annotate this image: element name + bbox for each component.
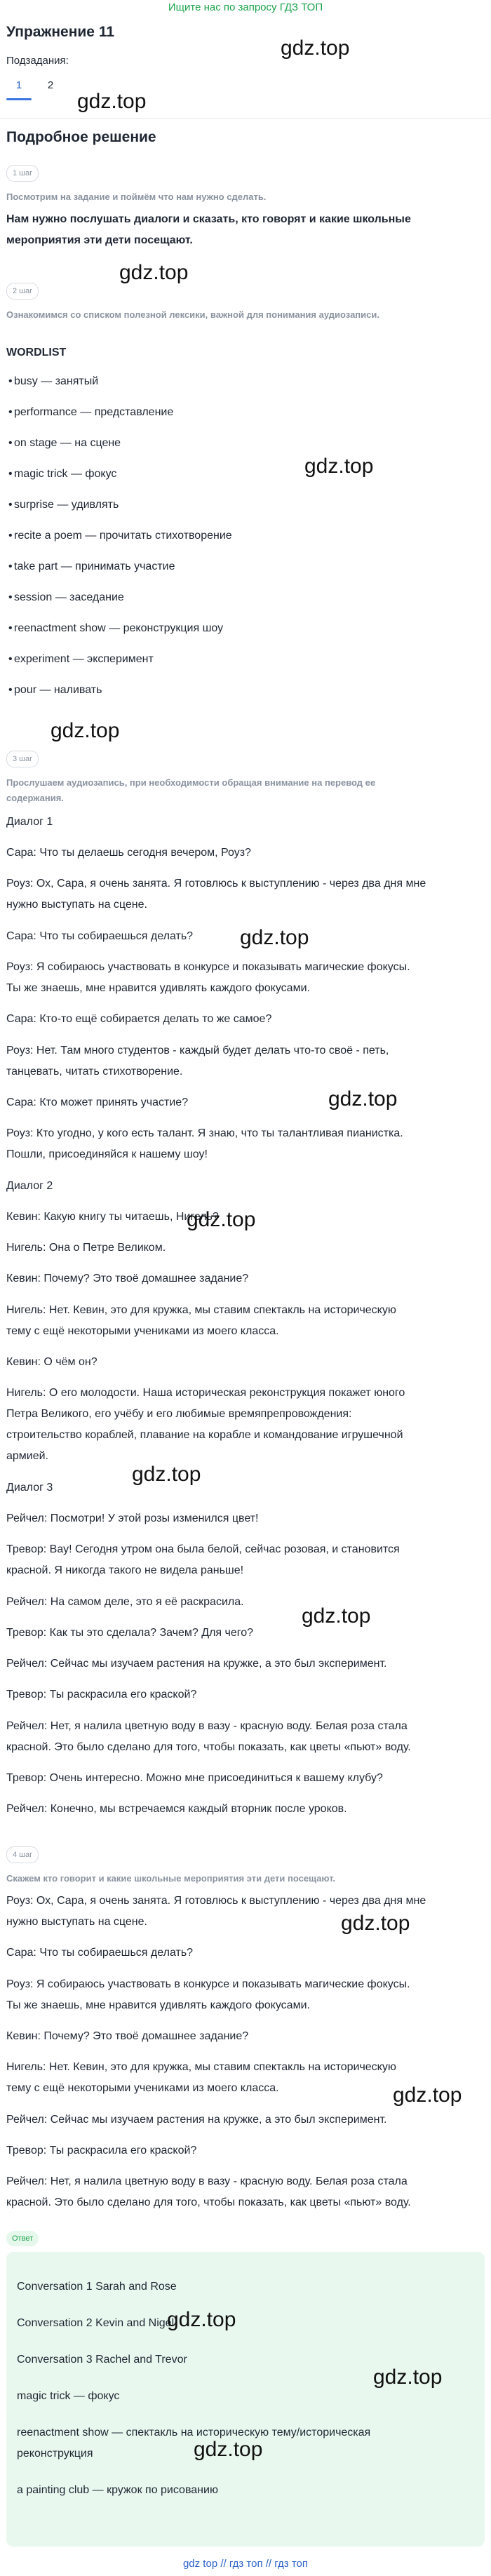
step-4-hint: Скажем кто говорит и какие школьные мероприятия эти дети посещают. xyxy=(6,1873,336,1884)
watermark: gdz.top xyxy=(373,2366,443,2389)
wordlist-item: • session — заседание xyxy=(14,590,124,605)
step-3-hint: содержания. xyxy=(6,793,64,803)
watermark: gdz.top xyxy=(51,719,120,742)
footer-links[interactable]: gdz top // гдз топ // гдз топ xyxy=(182,2558,309,2570)
step-2-hint: Ознакомимся со списком полезной лексики, важной для понимания аудиозаписи. xyxy=(6,309,379,320)
subtasks-label: Подзадания: xyxy=(6,55,69,67)
dialogue-heading: Диалог 2 xyxy=(6,1180,53,1192)
dialogue-line: Кевин: Какую книгу ты читаешь, Нигель? xyxy=(6,1211,219,1223)
wordlist-title: WORDLIST xyxy=(6,347,67,358)
dialogue-line: Рейчел: Конечно, мы встречаемся каждый вторник после уроков. xyxy=(6,1803,347,1815)
step-4-badge: 4 шаг xyxy=(6,1846,39,1863)
answer-line: reenactment show — спектакль на историческую тему/историческая xyxy=(17,2427,371,2439)
watermark: gdz.top xyxy=(77,90,147,113)
answer-line: Кевин: Почему? Это твоё домашнее задание? xyxy=(6,2030,249,2042)
watermark: gdz.top xyxy=(132,1463,201,1486)
answer-line: красной. Это было сделано для того, чтобы показать, как цветы «пьют» воду. xyxy=(6,2196,411,2208)
watermark: gdz.top xyxy=(194,2438,263,2461)
dialogue-heading: Диалог 3 xyxy=(6,1482,53,1494)
answer-line: Роуз: Ох, Сара, я очень занята. Я готовлюсь к выступлению - через два дня мне xyxy=(6,1895,426,1907)
wordlist-item: • reenactment show — реконструкция шоу xyxy=(14,621,223,636)
answer-line: a painting club — кружок по рисованию xyxy=(17,2484,218,2496)
dialogue-line: Ты же знаешь, мне нравится удивлять каждого фокусами. xyxy=(6,982,310,994)
wordlist-item: • recite a poem — прочитать стихотворение xyxy=(14,528,232,544)
answer-line: Conversation 1 Sarah and Rose xyxy=(17,2281,177,2293)
dialogue-line: Роуз: Ох, Сара, я очень занята. Я готовлюсь к выступлению - через два дня мне xyxy=(6,878,426,890)
answer-line: Ты же знаешь, мне нравится удивлять каждого фокусами. xyxy=(6,1999,310,2011)
active-tab-indicator xyxy=(6,98,32,100)
dialogue-line: Рейчел: Нет, я налила цветную воду в вазу - красную воду. Белая роза стала xyxy=(6,1720,408,1732)
dialogue-line: Роуз: Нет. Там много студентов - каждый будет делать что-то своё - петь, xyxy=(6,1045,389,1056)
answer-line: magic trick — фокус xyxy=(17,2390,120,2402)
dialogue-line: Сара: Кто может принять участие? xyxy=(6,1096,189,1108)
dialogue-line: армией. xyxy=(6,1450,49,1462)
dialogue-line: нужно выступать на сцене. xyxy=(6,899,147,911)
wordlist-item: • on stage — на сцене xyxy=(14,436,121,451)
step-2-badge: 2 шаг xyxy=(6,283,39,300)
dialogue-line: строительство кораблей, плавание на корабле и командование игрушечной xyxy=(6,1429,403,1441)
dialogue-line: Кевин: Почему? Это твоё домашнее задание? xyxy=(6,1273,249,1284)
dialogue-line: Нигель: Нет. Кевин, это для кружка, мы ставим спектакль на историческую xyxy=(6,1304,396,1316)
wordlist-item: • performance — представление xyxy=(14,405,173,420)
answer-line: тему с ещё некоторыми учениками из моего класса. xyxy=(6,2082,279,2094)
dialogue-line: Рейчел: На самом деле, это я её раскрасила. xyxy=(6,1596,244,1608)
wordlist-item: • experiment — эксперимент xyxy=(14,652,154,667)
watermark: gdz.top xyxy=(119,261,189,284)
dialogue-line: танцевать, читать стихотворение. xyxy=(6,1066,183,1078)
dialogue-line: Роуз: Я собираюсь участвовать в конкурсе и показывать магические фокусы. xyxy=(6,961,410,973)
dialogue-line: Нигель: О его молодости. Наша историческая реконструкция покажет юного xyxy=(6,1387,405,1399)
watermark: gdz.top xyxy=(328,1087,398,1111)
dialogue-line: тему с ещё некоторыми учениками из моего класса. xyxy=(6,1325,279,1337)
watermark: gdz.top xyxy=(304,455,374,478)
watermark: gdz.top xyxy=(302,1604,371,1628)
page-title: Упражнение 11 xyxy=(6,24,115,40)
answer-line: Сара: Что ты собираешься делать? xyxy=(6,1947,194,1959)
wordlist-item: • pour — наливать xyxy=(14,683,102,698)
dialogue-line: красной. Я никогда такого не видела раньше! xyxy=(6,1564,244,1576)
answer-line: Роуз: Я собираюсь участвовать в конкурсе и показывать магические фокусы. xyxy=(6,1978,410,1990)
watermark: gdz.top xyxy=(240,926,309,949)
answer-line: Нигель: Нет. Кевин, это для кружка, мы ставим спектакль на историческую xyxy=(6,2061,396,2073)
dialogue-line: Роуз: Кто угодно, у кого есть талант. Я знаю, что ты талантливая пианистка. xyxy=(6,1127,403,1139)
solution-heading: Подробное решение xyxy=(6,129,156,145)
dialogue-line: Пошли, присоединяйся к нашему шоу! xyxy=(6,1148,208,1160)
step-3-badge: 3 шаг xyxy=(6,751,39,767)
dialogue-line: Тревор: Вау! Сегодня утром она была белой, сейчас розовая, и становится xyxy=(6,1543,400,1555)
dialogue-line: Сара: Кто-то ещё собирается делать то же самое? xyxy=(6,1013,272,1025)
watermark: gdz.top xyxy=(187,1208,256,1231)
wordlist-item: • magic trick — фокус xyxy=(14,467,116,482)
dialogue-line: Тревор: Ты раскрасила его краской? xyxy=(6,1689,197,1700)
dialogue-line: Тревор: Как ты это сделала? Зачем? Для чего? xyxy=(6,1627,254,1639)
dialogue-line: Тревор: Очень интересно. Можно мне присоединиться к вашему клубу? xyxy=(6,1772,383,1784)
answer-line: нужно выступать на сцене. xyxy=(6,1916,147,1928)
top-promo-link[interactable]: Ищите нас по запросу ГДЗ ТОП xyxy=(168,1,323,13)
tab-subtask-1[interactable]: 1 xyxy=(15,79,22,91)
dialogue-line: Сара: Что ты собираешься делать? xyxy=(6,930,194,942)
dialogue-line: Петра Великого, его учёбу и его любимые времяпрепровождения: xyxy=(6,1408,352,1420)
watermark: gdz.top xyxy=(281,36,350,60)
wordlist-item: • surprise — удивлять xyxy=(14,497,119,513)
dialogue-line: Рейчел: Посмотри! У этой розы изменился цвет! xyxy=(6,1512,259,1524)
dialogue-line: красной. Это было сделано для того, чтобы показать, как цветы «пьют» воду. xyxy=(6,1741,411,1753)
dialogue-line: Рейчел: Сейчас мы изучаем растения на кружке, а это был эксперимент. xyxy=(6,1658,387,1670)
answer-line: реконструкция xyxy=(17,2448,93,2460)
step-3-hint: Прослушаем аудиозапись, при необходимости обращая внимание на перевод ее xyxy=(6,777,376,788)
step-1-hint: Посмотрим на задание и поймём что нам нужно сделать. xyxy=(6,192,267,202)
watermark: gdz.top xyxy=(393,2084,462,2107)
watermark: gdz.top xyxy=(341,1912,410,1935)
answer-badge: Ответ xyxy=(6,2231,39,2246)
answer-line: Рейчел: Нет, я налила цветную воду в вазу - красную воду. Белая роза стала xyxy=(6,2175,408,2187)
divider xyxy=(0,118,491,119)
wordlist-item: • take part — принимать участие xyxy=(14,559,175,575)
answer-line: Рейчел: Сейчас мы изучаем растения на кружке, а это был эксперимент. xyxy=(6,2114,387,2126)
dialogue-line: Кевин: О чём он? xyxy=(6,1356,97,1368)
step-1-task: Нам нужно послушать диалоги и сказать, кто говорят и какие школьные мероприятия эти дети посещают. xyxy=(6,213,411,246)
dialogue-line: Нигель: Она о Петре Великом. xyxy=(6,1242,166,1254)
answer-line: Conversation 2 Kevin and Nigel xyxy=(17,2317,175,2329)
tab-subtask-2[interactable]: 2 xyxy=(47,79,54,91)
watermark: gdz.top xyxy=(167,2308,236,2331)
dialogue-heading: Диалог 1 xyxy=(6,816,53,828)
dialogue-line: Сара: Что ты делаешь сегодня вечером, Роуз? xyxy=(6,847,251,859)
step-1-badge: 1 шаг xyxy=(6,165,39,182)
answer-line: Тревор: Ты раскрасила его краской? xyxy=(6,2145,197,2156)
answer-line: Conversation 3 Rachel and Trevor xyxy=(17,2354,187,2366)
wordlist-item: • busy — занятый xyxy=(14,374,98,389)
